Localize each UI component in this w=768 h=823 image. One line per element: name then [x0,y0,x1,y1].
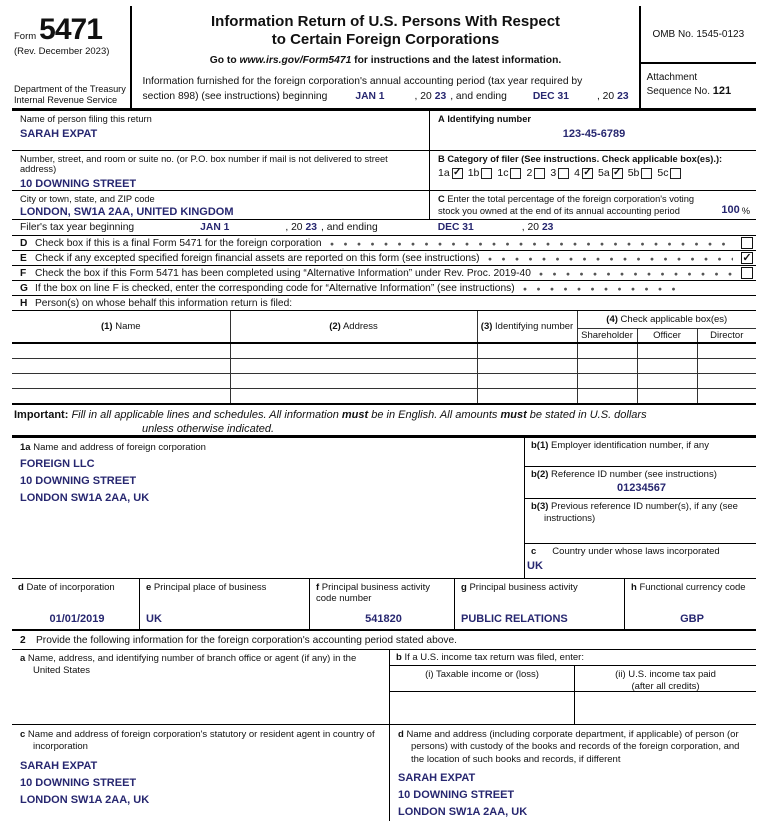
reference-id-box: b(2) Reference ID number (see instructions) 01234567 [525,467,756,499]
category-4-checkbox[interactable] [582,168,593,179]
omb-number: OMB No. 1545-0123 [641,6,756,64]
filer-street-row: Number, street, and room or suite no. (or P.O. box number if mail is not delivered to street address) 10 DOWNING STREET B Category of filer (See instructions. Check applicable box(es).): 1a ✓ 1b 1c 2 3 4 ✓ 5a ✓ 5b 5c [12,151,756,191]
agency-line2: Internal Revenue Service [14,94,118,105]
country-incorporated-field[interactable]: UK [527,560,543,572]
line-f: F Check the box if this Form 5471 has been completed using “Alternative Information” under Rev. Proc. 2019-40 [12,266,756,281]
important-note: Important: Fill in all applicable lines and schedules. All information must be in English. All amounts must be stated in U.S. dollars unless otherwise indicated. [12,405,756,438]
officer-cell[interactable] [637,388,697,403]
line-e: E Check if any excepted specified foreign financial assets are reported on this form (see instructions) ✓ [12,251,756,266]
previous-reference-id-label: Previous reference ID number(s), if any (see instructions) [544,501,738,525]
col-director-header: Director [697,328,756,343]
country-incorporated-label: Country under whose laws incorporated [552,546,720,557]
name-cell[interactable] [12,358,230,373]
officer-cell[interactable] [637,358,697,373]
resident-agent-field[interactable]: SARAH EXPAT 10 DOWNING STREET LONDON SW1A 2AA, UK [20,759,150,806]
tax-year-end-year-field[interactable]: 23 [541,222,554,233]
books-custodian-field[interactable]: SARAH EXPAT 10 DOWNING STREET LONDON SW1A 2AA, UK [398,772,528,819]
voting-stock-label-line2: stock you owned at the end of its annual accounting period [438,206,680,216]
address-cell[interactable] [230,358,477,373]
filer-city-label: City or town, state, and ZIP code [20,194,155,204]
identifying-number-cell[interactable] [477,343,577,358]
director-cell[interactable] [697,343,756,358]
line-d: D Check box if this is a final Form 5471 for the foreign corporation [12,236,756,251]
tax-year-label: Filer's tax year beginning [20,222,135,233]
date-of-incorporation-field[interactable]: 01/01/2019 [49,613,105,625]
agency-line1: Department of the Treasury [14,83,126,94]
final-form-checkbox[interactable] [741,237,753,249]
form-title-block [132,6,640,108]
identifying-number-cell[interactable] [477,388,577,403]
officer-cell[interactable] [637,373,697,388]
form-number: 5471 [39,13,102,46]
section2-ab [12,650,756,725]
tax-paid-label: (ii) U.S. income tax paid (after all credits) [575,666,756,692]
omb-block [641,6,756,108]
books-custodian-label: Name and address (including corporate department, if applicable) of person (or persons) with custody of the books and records of the foreign corporation, and the location of such books and records, if different [403,729,740,765]
attachment-number: 121 [712,85,732,97]
filer-street-field[interactable]: 10 DOWNING STREET [20,178,137,190]
identifying-number-label: Identifying number [447,114,531,124]
section2-heading: 2 Provide the following information for the foreign corporation's accounting period stated above. [12,631,756,650]
col-check-boxes-header: (4) Check applicable box(es) [577,311,756,328]
resident-agent-label: Name and address of foreign corporation's statutory or resident agent in country of incorporation [25,729,375,753]
form-title-line1: Information Return of U.S. Persons With Respect [210,13,561,30]
period-end-field[interactable]: DEC 31 [532,91,569,103]
name-cell[interactable] [12,388,230,403]
principal-place-of-business-field[interactable]: UK [146,613,162,625]
table-row [12,343,756,358]
branch-office-label: Name, address, and identifying number of branch office or agent (if any) in the United States [25,653,357,677]
form-revision: (Rev. December 2023) [14,46,110,57]
line-h-text: Person(s) on whose behalf this information return is filed: [35,297,293,309]
form-title-line2: to Certain Foreign Corporations [271,31,500,48]
taxable-income-label: (i) Taxable income or (loss) [390,666,574,692]
category-1c-checkbox[interactable] [510,168,521,179]
period-begin-field[interactable]: JAN 1 [355,91,385,103]
taxable-income-column [390,666,575,724]
col-identifying-number-header: (3) Identifying number [477,311,577,343]
us-return-box: b If a U.S. income tax return was filed, enter: (i) Taxable income or (loss) (ii) U.S. income tax paid (after all credits) [390,650,756,724]
filer-city-row: City or town, state, and ZIP code LONDON, SW1A 2AA, UNITED KINGDOM C Enter the total percentage of the foreign corporation's voting stock you owned at the end of its annual accounting period 100 % [12,191,756,220]
excepted-assets-checkbox[interactable] [741,252,753,264]
reference-id-label: Reference ID number (see instructions) [548,469,717,480]
filer-street-label: Number, street, and room or suite no. (or P.O. box number if mail is not delivered to street address) [20,154,388,174]
form-frame [12,6,756,821]
ein-label: Employer identification number, if any [548,440,709,451]
ein-box: b(1) Employer identification number, if any [525,438,756,467]
category-checkbox-row: 1a ✓ 1b 1c 2 3 4 ✓ 5a ✓ 5b 5c [438,167,750,179]
voting-stock-label-line1: Enter the total percentage of the foreign corporation's voting [447,194,695,204]
tax-year-begin-field[interactable]: JAN 1 [200,222,230,233]
category-1a-checkbox[interactable] [452,168,463,179]
category-5a-checkbox[interactable] [612,168,623,179]
category-5c-checkbox[interactable] [670,168,681,179]
director-cell[interactable] [697,388,756,403]
persons-on-behalf-table [12,311,756,405]
filer-name-row: Name of person filing this return SARAH EXPAT A Identifying number 123-45-6789 [12,111,756,151]
books-custodian-box: d Name and address (including corporate department, if applicable) of person (or persons) with custody of the books and records of the foreign corporation, and the location of such books and records, if different SARAH EXPAT 10 DOWNING STREET LONDON SW1A 2AA, UK [390,725,756,821]
voting-stock-percentage-field[interactable]: 100 [721,204,740,216]
tax-year-begin-year-field[interactable]: 23 [305,222,317,233]
previous-reference-id-box: b(3) Previous reference ID number(s), if any (see instructions) [525,499,756,544]
foreign-corporation-section [12,438,756,579]
dotted-leader [330,236,733,250]
form-id-block [12,6,132,108]
principal-business-activity-field[interactable]: PUBLIC RELATIONS [461,613,568,625]
accounting-period-statement: Information furnished for the foreign corporation's annual accounting period (tax year required by section 898) (see instructions) beginning JAN 1 , 20 23 , and ending DEC 31 , 20 23 [142,75,628,105]
irs-url: www.irs.gov/Form5471 [239,55,352,66]
functional-currency-field[interactable]: GBP [680,613,704,625]
us-return-label: If a U.S. income tax return was filed, enter: [401,652,584,663]
dotted-leader [488,251,733,265]
corp-name-address-field[interactable]: FOREIGN LLC 10 DOWNING STREET LONDON SW1A 2AA, UK [20,458,150,505]
line-d-text: Check box if this is a final Form 5471 for the foreign corporation [35,237,322,249]
shareholder-cell[interactable] [577,358,637,373]
category-5b-checkbox[interactable] [641,168,652,179]
filer-name-field[interactable]: SARAH EXPAT [20,128,98,140]
dotted-leader [539,266,733,280]
goto-instructions: Go to www.irs.gov/Form5471 for instructions and the latest information. [209,55,562,66]
business-activity-code-field[interactable]: 541820 [365,613,402,625]
resident-agent-box: c Name and address of foreign corporation's statutory or resident agent in country of incorporation SARAH EXPAT 10 DOWNING STREET LONDON SW1A 2AA, UK [12,725,390,821]
date-of-incorporation-box: d Date of incorporation 01/01/2019 [12,579,140,629]
table-row [12,388,756,403]
filer-tax-year-row: Filer's tax year beginning JAN 1 , 20 23 , and ending DEC 31 , 20 23 [12,220,756,236]
period-begin-year-field[interactable]: 23 [434,91,447,103]
attachment-sequence: Attachment Sequence No. 121 [646,72,732,97]
corp-name-address-label: 1a Name and address of foreign corporation [20,442,206,453]
identifying-number-cell[interactable] [477,373,577,388]
taxable-income-field[interactable] [390,692,574,724]
section2-cd [12,725,756,821]
filer-city-field[interactable]: LONDON, SW1A 2AA, UNITED KINGDOM [20,206,234,218]
line-h: H Person(s) on whose behalf this information return is filed: [12,296,756,311]
period-end-year-field[interactable]: 23 [617,91,629,103]
dotted-leader [523,281,675,295]
category-of-filer-label: Category of filer (See instructions. Check applicable box(es).): [447,154,723,164]
principal-business-activity-box: g Principal business activity PUBLIC RELATIONS [455,579,625,629]
line-f-text: Check the box if this Form 5471 has been completed using “Alternative Information” under Rev. Proc. 2019-40 [35,267,531,279]
tax-paid-field[interactable] [575,692,756,724]
line-g-text: If the box on line F is checked, enter the corresponding code for “Alternative Information” (see instructions) [35,282,515,294]
line-g: G If the box on line F is checked, enter the corresponding code for “Alternative Information” (see instructions) [12,281,756,296]
filer-name-label: Name of person filing this return [20,114,152,124]
address-cell[interactable] [230,388,477,403]
table-row [12,358,756,373]
name-cell[interactable] [12,373,230,388]
shareholder-cell[interactable] [577,343,637,358]
col-address-header: (2) Address [230,311,477,343]
address-cell[interactable] [230,343,477,358]
functional-currency-box: h Functional currency code GBP [625,579,756,629]
tax-paid-column [575,666,756,724]
address-cell[interactable] [230,373,477,388]
name-cell[interactable] [12,343,230,358]
category-2-checkbox[interactable] [534,168,545,179]
identifying-number-field[interactable]: 123-45-6789 [562,128,626,140]
corp-details-row [12,579,756,631]
director-cell[interactable] [697,373,756,388]
form-header [12,6,756,111]
col-name-header: (1) Name [12,311,230,343]
category-3-checkbox[interactable] [558,168,569,179]
country-incorporated-box: c Country under whose laws incorporated UK [525,544,756,578]
col-officer-header: Officer [637,328,697,343]
principal-place-of-business-box: e Principal place of business UK [140,579,310,629]
reference-id-field[interactable]: 01234567 [617,482,666,494]
tax-year-end-field[interactable]: DEC 31 [437,222,474,233]
business-activity-code-box: f Principal business activity code number 541820 [310,579,455,629]
col-shareholder-header: Shareholder [577,328,637,343]
line-e-text: Check if any excepted specified foreign financial assets are reported on this form (see instructions) [35,252,480,264]
table-row [12,373,756,388]
officer-cell[interactable] [637,343,697,358]
shareholder-cell[interactable] [577,373,637,388]
form-word: Form [14,31,37,42]
category-1b-checkbox[interactable] [481,168,492,179]
branch-office-box[interactable]: a Name, address, and identifying number of branch office or agent (if any) in the United States [12,650,390,724]
identifying-number-cell[interactable] [477,358,577,373]
shareholder-cell[interactable] [577,388,637,403]
director-cell[interactable] [697,358,756,373]
alternative-information-checkbox[interactable] [741,267,753,279]
